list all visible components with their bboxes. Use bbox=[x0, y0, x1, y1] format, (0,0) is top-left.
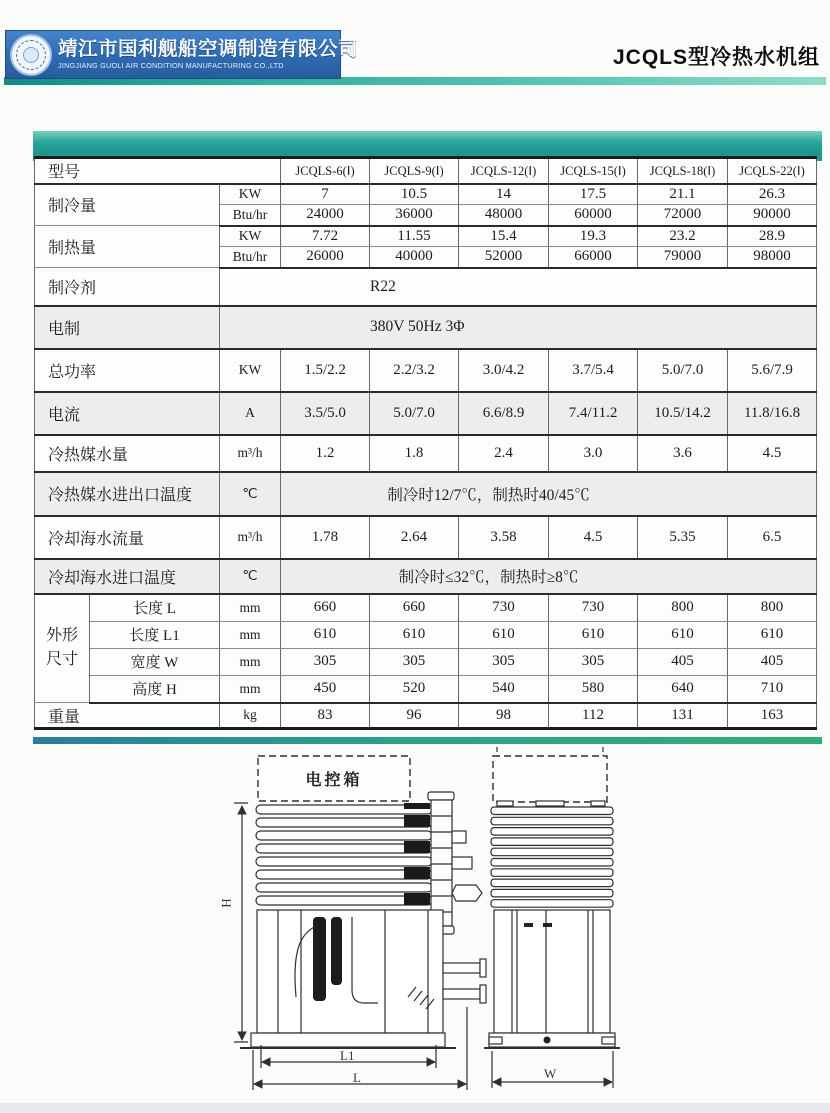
table-row bbox=[35, 516, 817, 559]
value-cell: 15.4 bbox=[459, 226, 549, 247]
value-cell: 5.6/7.9 bbox=[728, 349, 817, 392]
value-cell: 710 bbox=[728, 675, 817, 703]
value-cell: 36000 bbox=[370, 205, 459, 226]
unit-cell: m³/h bbox=[220, 516, 281, 559]
table-row bbox=[35, 559, 817, 594]
value-cell: 26.3 bbox=[728, 184, 817, 205]
table-row bbox=[35, 392, 817, 435]
value-cell: 1.5/2.2 bbox=[281, 349, 370, 392]
table-row bbox=[35, 621, 817, 648]
value-cell: 3.7/5.4 bbox=[549, 349, 638, 392]
value-cell: 5.0/7.0 bbox=[370, 392, 459, 435]
value-cell: 660 bbox=[370, 594, 459, 622]
value-cell: 60000 bbox=[549, 205, 638, 226]
value-cell: 4.5 bbox=[728, 435, 817, 472]
value-cell: 380V 50Hz 3Φ bbox=[220, 306, 817, 349]
table-row bbox=[35, 703, 817, 729]
value-cell: 3.5/5.0 bbox=[281, 392, 370, 435]
value-cell: 610 bbox=[459, 621, 549, 648]
dimension-label-w: W bbox=[544, 1066, 557, 1081]
unit-cell: kg bbox=[220, 703, 281, 729]
value-cell: 610 bbox=[728, 621, 817, 648]
value-cell: 660 bbox=[281, 594, 370, 622]
company-name-cn: 靖江市国利舰船空调制造有限公司 bbox=[58, 38, 359, 61]
value-cell: 6.5 bbox=[728, 516, 817, 559]
value-cell: 23.2 bbox=[638, 226, 728, 247]
value-cell: 11.55 bbox=[370, 226, 459, 247]
table-row bbox=[35, 594, 817, 622]
unit-cell: Btu/hr bbox=[220, 205, 281, 226]
table-row bbox=[35, 158, 817, 184]
control-box-label: 电控箱 bbox=[305, 772, 363, 789]
unit-cell: mm bbox=[220, 621, 281, 648]
table-bottom-rule bbox=[33, 737, 822, 744]
front-view bbox=[234, 756, 486, 1090]
dim-sublabel: 长度 L1 bbox=[90, 621, 220, 648]
company-banner bbox=[5, 30, 359, 79]
row-label: 电流 bbox=[35, 392, 220, 435]
row-label: 总功率 bbox=[35, 349, 220, 392]
unit-cell: mm bbox=[220, 675, 281, 703]
unit-cell: A bbox=[220, 392, 281, 435]
model-header: JCQLS-15(Ⅰ) bbox=[549, 158, 638, 184]
dimension-label-h: H bbox=[218, 898, 234, 908]
value-cell: 制冷时12/7℃，制热时40/45℃ bbox=[281, 472, 817, 516]
value-cell: 3.0/4.2 bbox=[459, 349, 549, 392]
unit-cell: ℃ bbox=[220, 559, 281, 594]
model-header: JCQLS-18(Ⅰ) bbox=[638, 158, 728, 184]
value-cell: 90000 bbox=[728, 205, 817, 226]
value-cell: 10.5/14.2 bbox=[638, 392, 728, 435]
value-cell: 17.5 bbox=[549, 184, 638, 205]
value-cell: 5.0/7.0 bbox=[638, 349, 728, 392]
row-label: 冷却海水进口温度 bbox=[35, 559, 220, 594]
value-cell: 2.2/3.2 bbox=[370, 349, 459, 392]
value-cell: 405 bbox=[638, 648, 728, 675]
row-label: 冷热媒水进出口温度 bbox=[35, 472, 220, 516]
row-label: 重量 bbox=[35, 703, 220, 729]
company-logo-icon bbox=[10, 34, 52, 76]
table-row bbox=[35, 226, 817, 247]
spec-table bbox=[34, 156, 817, 730]
table-row bbox=[35, 306, 817, 349]
unit-cell: m³/h bbox=[220, 435, 281, 472]
value-cell: 730 bbox=[549, 594, 638, 622]
table-row bbox=[35, 648, 817, 675]
value-cell: 98000 bbox=[728, 247, 817, 268]
value-cell: 5.35 bbox=[638, 516, 728, 559]
table-row bbox=[35, 472, 817, 516]
value-cell: 305 bbox=[459, 648, 549, 675]
unit-cell: ℃ bbox=[220, 472, 281, 516]
value-cell: 10.5 bbox=[370, 184, 459, 205]
value-cell: 26000 bbox=[281, 247, 370, 268]
row-label: 电制 bbox=[35, 306, 220, 349]
value-cell: 405 bbox=[728, 648, 817, 675]
value-cell: 7.72 bbox=[281, 226, 370, 247]
table-row bbox=[35, 268, 817, 306]
value-cell: 11.8/16.8 bbox=[728, 392, 817, 435]
table-row bbox=[35, 184, 817, 205]
unit-cell: KW bbox=[220, 184, 281, 205]
row-label: 冷热媒水量 bbox=[35, 435, 220, 472]
dim-sublabel: 长度 L bbox=[90, 594, 220, 622]
model-header: JCQLS-22(Ⅰ) bbox=[728, 158, 817, 184]
value-cell: 7.4/11.2 bbox=[549, 392, 638, 435]
value-cell: 800 bbox=[638, 594, 728, 622]
value-cell: 24000 bbox=[281, 205, 370, 226]
unit-cell: mm bbox=[220, 648, 281, 675]
dimension-label-l: L bbox=[353, 1070, 361, 1085]
value-cell: 610 bbox=[638, 621, 728, 648]
table-row bbox=[35, 349, 817, 392]
value-cell: 580 bbox=[549, 675, 638, 703]
value-cell: 3.6 bbox=[638, 435, 728, 472]
value-cell: 800 bbox=[728, 594, 817, 622]
unit-cell: KW bbox=[220, 349, 281, 392]
value-cell: 1.2 bbox=[281, 435, 370, 472]
page-edge bbox=[0, 1103, 830, 1113]
value-cell: 163 bbox=[728, 703, 817, 729]
value-cell: 305 bbox=[549, 648, 638, 675]
value-cell: 305 bbox=[281, 648, 370, 675]
model-header: JCQLS-9(Ⅰ) bbox=[370, 158, 459, 184]
value-cell: 730 bbox=[459, 594, 549, 622]
value-cell: 2.4 bbox=[459, 435, 549, 472]
value-cell: 1.8 bbox=[370, 435, 459, 472]
value-cell: 40000 bbox=[370, 247, 459, 268]
value-cell: R22 bbox=[220, 268, 817, 306]
value-cell: 6.6/8.9 bbox=[459, 392, 549, 435]
value-cell: 72000 bbox=[638, 205, 728, 226]
table-row bbox=[35, 675, 817, 703]
unit-cell: Btu/hr bbox=[220, 247, 281, 268]
row-label: 制冷剂 bbox=[35, 268, 220, 306]
row-label: 冷却海水流量 bbox=[35, 516, 220, 559]
unit-cell: KW bbox=[220, 226, 281, 247]
value-cell: 2.64 bbox=[370, 516, 459, 559]
side-view bbox=[484, 747, 620, 1088]
value-cell: 610 bbox=[281, 621, 370, 648]
row-label: 型号 bbox=[35, 158, 281, 184]
unit-drawings bbox=[0, 745, 830, 1113]
value-cell: 19.3 bbox=[549, 226, 638, 247]
value-cell: 14 bbox=[459, 184, 549, 205]
value-cell: 98 bbox=[459, 703, 549, 729]
value-cell: 450 bbox=[281, 675, 370, 703]
value-cell: 3.58 bbox=[459, 516, 549, 559]
model-header: JCQLS-12(Ⅰ) bbox=[459, 158, 549, 184]
table-row bbox=[35, 435, 817, 472]
model-header: JCQLS-6(Ⅰ) bbox=[281, 158, 370, 184]
value-cell: 305 bbox=[370, 648, 459, 675]
company-name-en: JINGJIANG GUOLI AIR CONDITION MANUFACTURING CO.,LTD bbox=[58, 60, 284, 70]
dim-sublabel: 宽度 W bbox=[90, 648, 220, 675]
value-cell: 28.9 bbox=[728, 226, 817, 247]
value-cell: 540 bbox=[459, 675, 549, 703]
value-cell: 610 bbox=[549, 621, 638, 648]
value-cell: 21.1 bbox=[638, 184, 728, 205]
value-cell: 640 bbox=[638, 675, 728, 703]
value-cell: 83 bbox=[281, 703, 370, 729]
value-cell: 3.0 bbox=[549, 435, 638, 472]
value-cell: 131 bbox=[638, 703, 728, 729]
unit-cell: mm bbox=[220, 594, 281, 622]
value-cell: 66000 bbox=[549, 247, 638, 268]
value-cell: 4.5 bbox=[549, 516, 638, 559]
value-cell: 79000 bbox=[638, 247, 728, 268]
value-cell: 1.78 bbox=[281, 516, 370, 559]
value-cell: 520 bbox=[370, 675, 459, 703]
row-label: 外形 尺寸 bbox=[35, 594, 90, 703]
value-cell: 112 bbox=[549, 703, 638, 729]
dim-sublabel: 高度 H bbox=[90, 675, 220, 703]
row-label: 制热量 bbox=[35, 226, 220, 268]
value-cell: 48000 bbox=[459, 205, 549, 226]
dimension-label-l1: L1 bbox=[340, 1048, 355, 1063]
value-cell: 52000 bbox=[459, 247, 549, 268]
value-cell: 610 bbox=[370, 621, 459, 648]
value-cell: 制冷时≤32℃，制热时≥8℃ bbox=[281, 559, 817, 594]
page-title: JCQLS型冷热水机组 bbox=[612, 46, 820, 69]
value-cell: 96 bbox=[370, 703, 459, 729]
row-label: 制冷量 bbox=[35, 184, 220, 226]
value-cell: 7 bbox=[281, 184, 370, 205]
